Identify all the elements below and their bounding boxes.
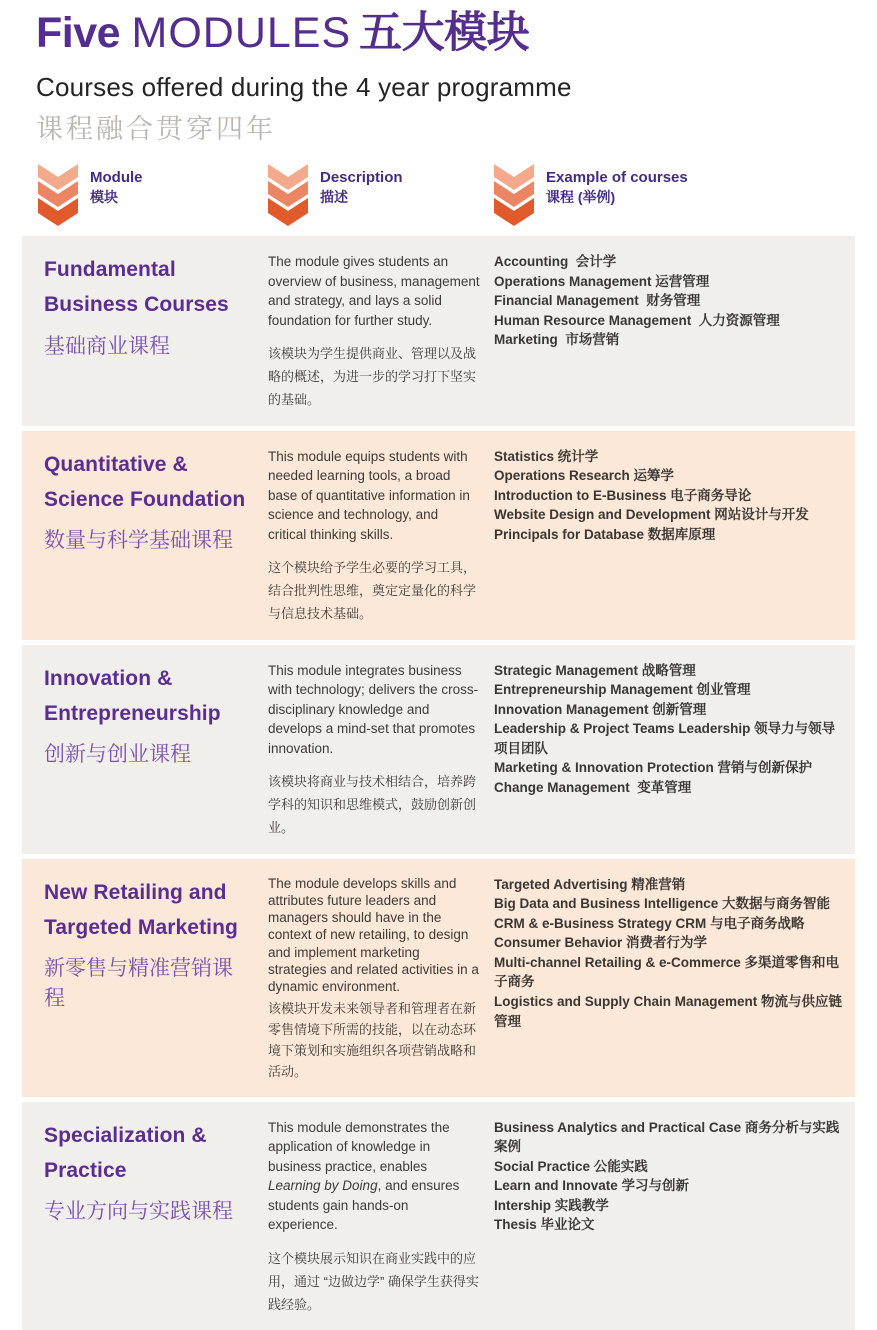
course-item: CRM & e-Business Strategy CRM 与电子商务战略 [494, 915, 805, 931]
modules-table [22, 164, 855, 1330]
course-list [494, 875, 843, 1032]
description-chinese: 该模块为学生提供商业、管理以及战略的概述，为进一步的学习打下坚实的基础。 [268, 346, 477, 407]
column-header-label: Description [320, 169, 403, 186]
module-name-english: Specialization & Practice [44, 1123, 207, 1182]
column-header-description [268, 164, 494, 228]
description-english: This module equips students with needed learning tools, a broad base of quantitative information in science and technology, and critical thinking skills. [268, 448, 470, 542]
module-description-cell [268, 859, 494, 1097]
table-row [22, 859, 855, 1097]
course-item: Multi-channel Retailing & e-Commerce 多渠道零售和电子商务 [494, 954, 840, 990]
column-header-module [22, 164, 268, 228]
course-item: Learn and Innovate 学习与创新 [494, 1178, 690, 1194]
column-header-label: Example of courses [546, 169, 688, 186]
course-item: Strategic Management 战略管理 [494, 662, 696, 678]
page-header [0, 0, 877, 146]
description-chinese: 这个模块展示知识在商业实践中的应用，通过 “边做边学” 确保学生获得实践经验。 [268, 1251, 479, 1312]
module-courses-cell [494, 645, 855, 854]
subtitle-english: Courses offered during the 4 year programme [36, 72, 572, 102]
module-name-chinese: 基础商业课程 [44, 334, 170, 358]
column-header-label-cn: 课程 (举例) [546, 188, 616, 205]
description-chinese: 该模块开发未来领导者和管理者在新零售情境下所需的技能，以在动态环境下策划和实施组织各项营销战略和活动。 [268, 1001, 477, 1079]
table-row [22, 1102, 855, 1330]
description-chinese: 这个模块给予学生必要的学习工具，结合批判性思维，奠定定量化的科学与信息技术基础。 [268, 560, 477, 621]
page-title [36, 9, 857, 57]
module-name-chinese: 专业方向与实践课程 [44, 1200, 233, 1224]
module-name-cell [22, 645, 268, 854]
table-row [22, 645, 855, 854]
module-name-english: Innovation & Entrepreneurship [44, 666, 221, 725]
description-english: The module develops skills and attributes future leaders and managers should have in the context of new retailing, to design and implement marketing strategies and related activities in a dynamic environment. [268, 875, 479, 995]
description-english: The module gives students an overview of business, management and strategy, and lays a solid foundation for further study. [268, 254, 480, 328]
course-item: Social Practice 公能实践 [494, 1158, 648, 1174]
column-header-label: Module [90, 169, 143, 186]
table-row [22, 236, 855, 426]
course-item: Website Design and Development 网站设计与开发 [494, 507, 809, 523]
module-name-chinese: 新零售与精准营销课程 [44, 957, 233, 1010]
column-header-label-cn: 描述 [320, 188, 348, 205]
course-item: Consumer Behavior 消费者行为学 [494, 935, 708, 951]
description-english: This module integrates business with technology; delivers the cross-disciplinary knowledge and develops a mind-set that promotes innovation. [268, 662, 479, 756]
course-item: Change Management 变革管理 [494, 779, 692, 795]
course-item: Thesis 毕业论文 [494, 1217, 595, 1233]
module-name-english: New Retailing and Targeted Marketing [44, 880, 238, 939]
module-courses-cell [494, 431, 855, 640]
column-header-label-cn: 模块 [90, 188, 118, 205]
module-description-cell [268, 431, 494, 640]
column-header-courses [494, 164, 855, 228]
course-item: Entrepreneurship Management 创业管理 [494, 682, 751, 698]
module-name-cell [22, 1102, 268, 1330]
course-item: Leadership & Project Teams Leadership 领导力与领导项目团队 [494, 721, 836, 756]
course-item: Marketing 市场营销 [494, 332, 620, 348]
course-item: Operations Management 运营管理 [494, 273, 710, 289]
module-courses-cell [494, 236, 855, 426]
course-item: Statistics 统计学 [494, 448, 599, 464]
module-description-cell [268, 1102, 494, 1330]
triple-chevron-down-icon [38, 164, 78, 228]
page-title-five: Five [36, 9, 121, 57]
course-item: Financial Management 财务管理 [494, 293, 701, 309]
table-header-row [22, 164, 855, 228]
course-list [494, 447, 843, 545]
module-name-chinese: 数量与科学基础课程 [44, 529, 233, 553]
triple-chevron-down-icon [494, 164, 534, 228]
module-name-cell [22, 859, 268, 1097]
course-item: Principals for Database 数据库原理 [494, 526, 716, 542]
subtitle-chinese: 课程融合贯穿四年 [36, 114, 276, 144]
module-courses-cell [494, 1102, 855, 1330]
description-chinese: 该模块将商业与技术相结合，培养跨学科的知识和思维模式，鼓励创新创业。 [268, 774, 477, 835]
triple-chevron-down-icon [268, 164, 308, 228]
course-item: Marketing & Innovation Protection 营销与创新保护 [494, 760, 813, 776]
course-item: Targeted Advertising 精准营销 [494, 876, 686, 892]
course-item: Logistics and Supply Chain Management 物流与供应链管理 [494, 994, 843, 1029]
table-row [22, 431, 855, 640]
page-title-modules: MODULES [131, 9, 352, 57]
course-item: Operations Research 运筹学 [494, 468, 675, 484]
course-list [494, 1118, 843, 1235]
course-list [494, 661, 843, 798]
course-list [494, 252, 843, 350]
module-courses-cell [494, 859, 855, 1097]
module-rows [22, 236, 855, 1330]
module-name-chinese: 创新与创业课程 [44, 743, 191, 767]
module-name-cell [22, 236, 268, 426]
module-name-english: Fundamental Business Courses [44, 258, 229, 317]
description-english: This module demonstrates the application of knowledge in business practice, enables Learning by Doing, and ensures students gain hands-on experience. [268, 1119, 460, 1233]
module-name-english: Quantitative & Science Foundation [44, 452, 246, 511]
module-description-cell [268, 645, 494, 854]
course-item: Big Data and Business Intelligence 大数据与商务智能 [494, 896, 831, 912]
module-name-cell [22, 431, 268, 640]
course-item: Intership 实践教学 [494, 1197, 609, 1213]
module-description-cell [268, 236, 494, 426]
course-item: Innovation Management 创新管理 [494, 701, 707, 717]
course-item: Human Resource Management 人力资源管理 [494, 312, 780, 328]
page-title-chinese: 五大模块 [359, 9, 530, 57]
course-item: Introduction to E-Business 电子商务导论 [494, 487, 752, 503]
course-item: Accounting 会计学 [494, 254, 617, 269]
course-item: Business Analytics and Practical Case 商务分析与实践案例 [494, 1119, 840, 1155]
